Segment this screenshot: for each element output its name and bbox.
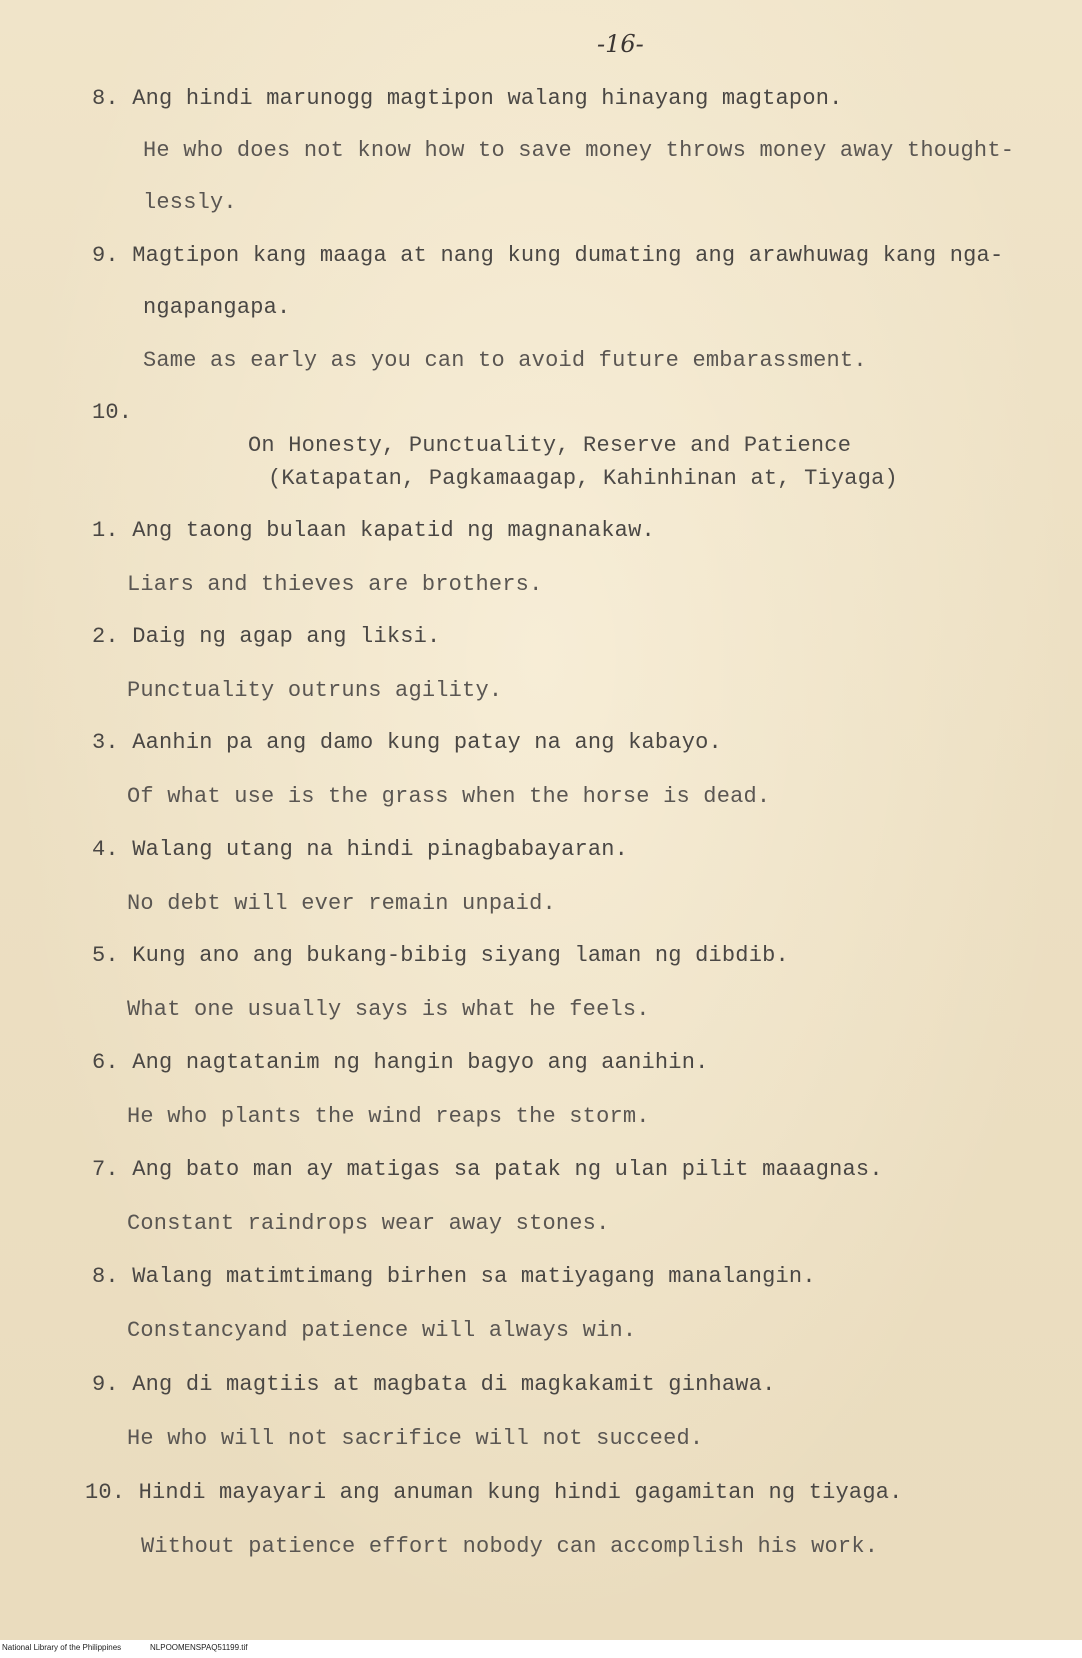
proverb-line: 2. Daig ng agap ang liksi. (92, 624, 441, 649)
translation-line: No debt will ever remain unpaid. (127, 891, 556, 916)
translation-line: He who plants the wind reaps the storm. (127, 1104, 650, 1129)
proverb-line: 8. Walang matimtimang birhen sa matiyagang manalangin. (92, 1264, 816, 1289)
translation-line: Constancyand patience will always win. (127, 1318, 637, 1343)
translation-line: He who will not sacrifice will not succeed. (127, 1426, 704, 1451)
translation-line: What one usually says is what he feels. (127, 997, 650, 1022)
footer-filename: NLPOOMENSPAQ51199.tif (150, 1643, 248, 1652)
translation-line: Without patience effort nobody can accomplish his work. (141, 1534, 879, 1559)
proverb-line: 9. Magtipon kang maaga at nang kung dumating ang arawhuwag kang nga- (92, 243, 1004, 268)
proverb-line: 7. Ang bato man ay matigas sa patak ng ulan pilit maaagnas. (92, 1157, 883, 1182)
proverb-line: 3. Aanhin pa ang damo kung patay na ang kabayo. (92, 730, 722, 755)
proverb-line: 10. Hindi mayayari ang anuman kung hindi gagamitan ng tiyaga. (85, 1480, 903, 1505)
section-number: 10. (92, 400, 133, 425)
proverb-line: 5. Kung ano ang bukang-bibig siyang laman ng dibdib. (92, 943, 789, 968)
translation-line: Liars and thieves are brothers. (127, 572, 543, 597)
proverb-line: 4. Walang utang na hindi pinagbabayaran. (92, 837, 629, 862)
proverb-line: 1. Ang taong bulaan kapatid ng magnanakaw. (92, 518, 655, 543)
proverb-line: 6. Ang nagtatanim ng hangin bagyo ang aanihin. (92, 1050, 709, 1075)
proverb-line: 9. Ang di magtiis at magbata di magkakamit ginhawa. (92, 1372, 776, 1397)
translation-line: Of what use is the grass when the horse is dead. (127, 784, 771, 809)
section-heading: On Honesty, Punctuality, Reserve and Patience (248, 433, 852, 458)
section-subheading: (Katapatan, Pagkamaagap, Kahinhinan at, Tiyaga) (268, 466, 898, 491)
page-number: -16- (597, 30, 644, 58)
proverb-line: 8. Ang hindi marunogg magtipon walang hinayang magtapon. (92, 86, 843, 111)
footer-library: National Library of the Philippines (2, 1643, 122, 1652)
translation-line: Punctuality outruns agility. (127, 678, 503, 703)
proverb-line: ngapangapa. (143, 295, 291, 320)
translation-line: Same as early as you can to avoid future embarassment. (143, 348, 867, 373)
translation-line: Constant raindrops wear away stones. (127, 1211, 610, 1236)
translation-line: lessly. (143, 190, 237, 215)
scan-footer (0, 1640, 1082, 1658)
translation-line: He who does not know how to save money throws money away thought- (143, 138, 1015, 163)
